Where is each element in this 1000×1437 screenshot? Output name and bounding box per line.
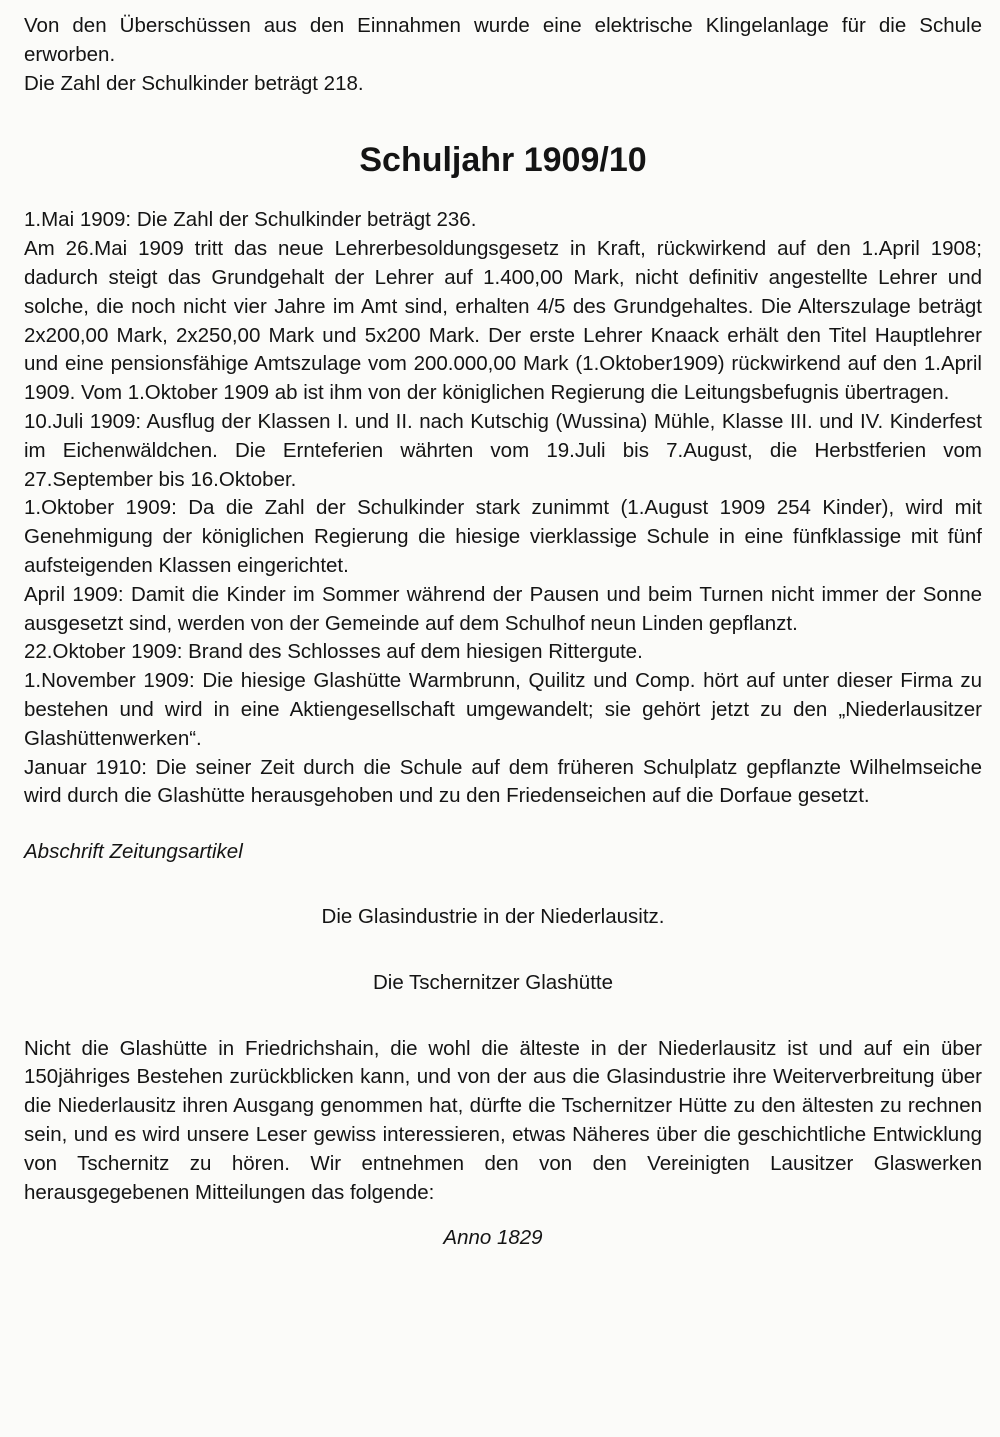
entry-1: 1.Mai 1909: Die Zahl der Schulkinder beträgt 236. bbox=[24, 208, 477, 232]
article-label: Abschrift Zeitungsartikel bbox=[24, 840, 243, 864]
article-body: Nicht die Glashütte in Friedrichshain, die wohl die älteste in der Niederlausitz ist und auf ein über 150jähriges Bestehen zurückblicken kann, und von der aus die Glasindustrie ihre Weiterverbreitung über die Niederlausitz ihren Ausgang genommen hat, dürfte die Tschernitzer Hütte zu den ältesten zu rechnen sein, und es wird unsere Leser gewiss interessieren, etwas Näheres über die geschichtliche Entwicklung von Tschernitz zu hören. Wir entnehmen den von den Vereinigten Lausitzer Glaswerken herausgegebenen Mitteilungen das folgende: bbox=[24, 1036, 982, 1204]
intro-paragraph: Von den Überschüssen aus den Einnahmen wurde eine elektrische Klingelanlage für die Schule erworben. bbox=[24, 14, 982, 66]
article-subheadline: Die Tschernitzer Glashütte bbox=[372, 970, 614, 994]
entry-5: April 1909: Damit die Kinder im Sommer während der Pausen und beim Turnen nicht immer der Sonne ausgesetzt sind, werden von der Gemeinde auf dem Schulhof neun Linden gepflanzt. bbox=[24, 582, 982, 635]
entry-4: 1.Oktober 1909: Da die Zahl der Schulkinder stark zunimmt (1.August 1909 254 Kinder), wird mit Genehmigung der königlichen Regierung die hiesige vierklassige Schule in eine fünfklassige mit fünf aufsteigenden Klassen eingerichtet. bbox=[24, 496, 982, 577]
year-heading: Anno 1829 bbox=[443, 1226, 543, 1250]
entry-7: 1.November 1909: Die hiesige Glashütte Warmbrunn, Quilitz und Comp. hört auf unter dieser Firma zu bestehen und wird in eine Aktiengesellschaft umgewandelt; sie gehört jetzt zu den „Niederlausitzer Glashüttenwerken“. bbox=[24, 669, 982, 750]
article-headline: Die Glasindustrie in der Niederlausitz. bbox=[321, 904, 665, 928]
section-title: Schuljahr 1909/10 bbox=[359, 141, 647, 180]
entry-8: Januar 1910: Die seiner Zeit durch die Schule auf dem früheren Schulplatz gepflanzte Wilhelmseiche wird durch die Glashütte herausgehoben und zu den Friedenseichen auf die Dorfaue gesetzt. bbox=[24, 755, 982, 808]
entry-6: 22.Oktober 1909: Brand des Schlosses auf dem hiesigen Rittergute. bbox=[24, 640, 643, 664]
entry-3: 10.Juli 1909: Ausflug der Klassen I. und II. nach Kutschig (Wussina) Mühle, Klasse III. und IV. Kinderfest im Eichenwäldchen. Die Ernteferien währten vom 19.Juli bis 7.August, die Herbstferien vom 27.September bis 16.Oktober. bbox=[24, 409, 982, 491]
entry-2: Am 26.Mai 1909 tritt das neue Lehrerbesoldungsgesetz in Kraft, rückwirkend auf den 1.April 1908; dadurch steigt das Grundgehalt der Lehrer auf 1.400,00 Mark, nicht definitiv angestellte Lehrer und solche, die noch nicht vier Jahre im Amt sind, erhalten 4/5 des Grundgehaltes. Die Alterszulage beträgt 2x200,00 Mark, 2x250,00 Mark und 5x200 Mark. Der erste Lehrer Knaack erhält den Titel Hauptlehrer und eine pensionsfähige Amtszulage vom 200.000,00 Mark (1.Oktober1909) rückwirkend auf den 1.April 1909. Vom 1.Oktober 1909 ab ist ihm von der königlichen Regierung die Leitungsbefugnis übertragen. bbox=[24, 237, 982, 405]
intro-pupil-count: Die Zahl der Schulkinder beträgt 218. bbox=[24, 71, 364, 95]
